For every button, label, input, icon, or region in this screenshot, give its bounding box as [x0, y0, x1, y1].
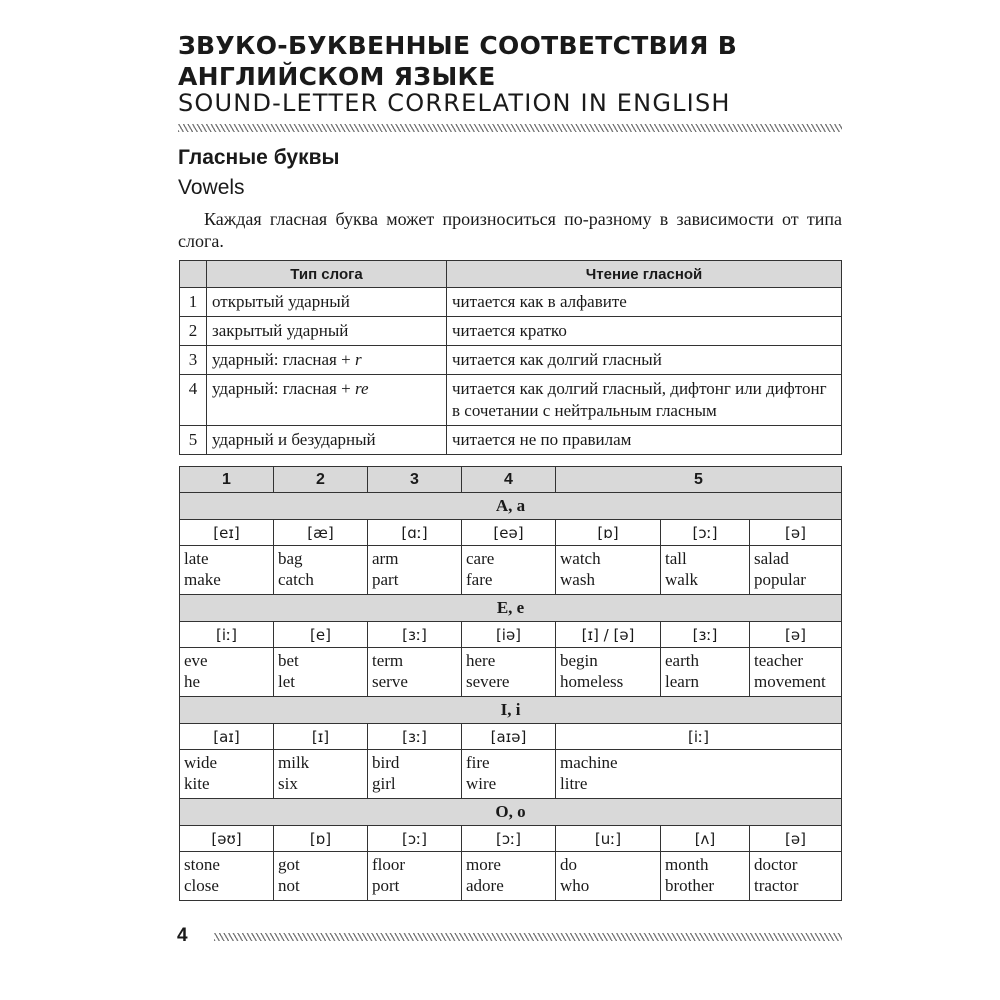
section-subtitle: Vowels — [178, 176, 245, 199]
example-cell — [462, 546, 556, 595]
example-word: here — [466, 651, 496, 670]
syllable-row — [180, 346, 842, 375]
example-cell — [274, 750, 368, 799]
example-word: stone — [184, 855, 220, 874]
syllable-type-table — [179, 260, 842, 455]
letter-row — [180, 697, 842, 724]
header-cell-num — [180, 261, 207, 288]
example-word: month — [665, 855, 709, 874]
transcription-cell: [eɪ] — [180, 520, 274, 546]
example-cell — [462, 852, 556, 901]
syllable-row — [180, 317, 842, 346]
transcription-cell: [ʌ] — [661, 826, 750, 852]
example-cell — [661, 546, 750, 595]
letter-row — [180, 493, 842, 520]
vowel-reading: читается как долгий гласный, дифтонг или дифтонг в сочетании с нейтральным гласным — [447, 375, 842, 426]
transcription-cell: [aɪə] — [462, 724, 556, 750]
sound-row — [180, 826, 842, 852]
transcription-cell: [ə] — [750, 826, 842, 852]
transcription-cell: [ɜː] — [661, 622, 750, 648]
example-word: term — [372, 651, 404, 670]
sound-row — [180, 622, 842, 648]
syllable-type-suffix: r — [354, 350, 362, 369]
column-header-2: 2 — [274, 467, 368, 493]
example-word: watch — [560, 549, 601, 568]
example-word: salad — [754, 549, 789, 568]
example-cell — [661, 648, 750, 697]
transcription-cell: [aɪ] — [180, 724, 274, 750]
sound-row — [180, 520, 842, 546]
example-word: part — [372, 570, 399, 589]
example-cell — [556, 648, 661, 697]
syllable-type-cell — [207, 375, 447, 426]
example-word: not — [278, 876, 300, 895]
row-number: 1 — [180, 288, 207, 317]
example-cell — [462, 648, 556, 697]
transcription-cell: [ə] — [750, 622, 842, 648]
example-word: learn — [665, 672, 699, 691]
vowel-reading: читается как долгий гласный — [447, 346, 842, 375]
example-word: machine — [560, 753, 618, 772]
syllable-type: ударный: гласная + — [212, 379, 355, 398]
syllable-type-cell — [207, 346, 447, 375]
transcription-cell: [ɒ] — [556, 520, 661, 546]
example-word: six — [278, 774, 298, 793]
syllable-type: открытый ударный — [212, 292, 350, 311]
row-number: 5 — [180, 426, 207, 455]
example-word: walk — [665, 570, 699, 589]
transcription-cell: [ə] — [750, 520, 842, 546]
example-word: wide — [184, 753, 218, 772]
example-cell — [274, 852, 368, 901]
syllable-type-cell — [207, 426, 447, 455]
header-cell-reading: Чтение гласной — [447, 261, 842, 288]
example-word: girl — [372, 774, 396, 793]
example-word: homeless — [560, 672, 624, 691]
vowel-reading: читается не по правилам — [447, 426, 842, 455]
transcription-cell: [ɪ] / [ə] — [556, 622, 661, 648]
example-cell — [274, 648, 368, 697]
footer-divider — [214, 933, 842, 941]
vowel-reading: читается кратко — [447, 317, 842, 346]
example-word: catch — [278, 570, 314, 589]
syllable-row — [180, 375, 842, 426]
example-word: wash — [560, 570, 595, 589]
example-word: brother — [665, 876, 715, 895]
example-word: earth — [665, 651, 699, 670]
row-number: 4 — [180, 375, 207, 426]
column-header-3: 3 — [368, 467, 462, 493]
example-word: kite — [184, 774, 210, 793]
page-title-ru: ЗВУКО-БУКВЕННЫЕ СООТВЕТСТВИЯ В АНГЛИЙСКОМ ЯЗЫКЕ — [178, 31, 738, 91]
syllable-type-cell — [207, 317, 447, 346]
example-word: litre — [560, 774, 588, 793]
example-cell — [556, 546, 661, 595]
row-number: 3 — [180, 346, 207, 375]
example-word: wire — [466, 774, 497, 793]
example-word: close — [184, 876, 219, 895]
example-word: bird — [372, 753, 400, 772]
example-word: milk — [278, 753, 310, 772]
example-word: serve — [372, 672, 408, 691]
example-word: begin — [560, 651, 598, 670]
transcription-cell: [ɔː] — [368, 826, 462, 852]
example-cell — [368, 648, 462, 697]
example-word: floor — [372, 855, 406, 874]
syllable-type-suffix: re — [354, 379, 369, 398]
letter-heading: O, o — [180, 799, 842, 826]
transcription-cell: [ɜː] — [368, 622, 462, 648]
transcription-cell: [æ] — [274, 520, 368, 546]
example-word: do — [560, 855, 577, 874]
column-header-1: 1 — [180, 467, 274, 493]
example-word: bag — [278, 549, 303, 568]
transcription-cell: [ɑː] — [368, 520, 462, 546]
example-word: severe — [466, 672, 510, 691]
row-number: 2 — [180, 317, 207, 346]
example-word: teacher — [754, 651, 804, 670]
example-word: care — [466, 549, 495, 568]
example-word: popular — [754, 570, 806, 589]
example-cell — [368, 750, 462, 799]
example-cell — [274, 546, 368, 595]
transcription-cell: [ɔː] — [661, 520, 750, 546]
example-word: doctor — [754, 855, 798, 874]
example-cell — [750, 852, 842, 901]
header-cell-type: Тип слога — [207, 261, 447, 288]
example-row — [180, 546, 842, 595]
sound-row — [180, 724, 842, 750]
example-word: let — [278, 672, 295, 691]
transcription-cell: [ɜː] — [368, 724, 462, 750]
example-word: who — [560, 876, 590, 895]
example-row — [180, 750, 842, 799]
example-word: fire — [466, 753, 490, 772]
example-word: bet — [278, 651, 299, 670]
syllable-type: ударный: гласная + — [212, 350, 355, 369]
column-header-4: 4 — [462, 467, 556, 493]
syllable-type: закрытый ударный — [212, 321, 349, 340]
example-cell — [180, 546, 274, 595]
transcription-cell: [ɪ] — [274, 724, 368, 750]
letter-heading: A, a — [180, 493, 842, 520]
column-header-5: 5 — [556, 467, 842, 493]
letter-heading: I, i — [180, 697, 842, 724]
example-word: port — [372, 876, 400, 895]
example-word: eve — [184, 651, 208, 670]
example-word: movement — [754, 672, 826, 691]
example-word: tractor — [754, 876, 799, 895]
example-cell — [661, 852, 750, 901]
example-row — [180, 648, 842, 697]
example-cell — [180, 750, 274, 799]
sound-letter-table — [179, 466, 842, 901]
transcription-cell: [əʊ] — [180, 826, 274, 852]
example-cell — [462, 750, 556, 799]
example-word: adore — [466, 876, 504, 895]
example-cell — [180, 648, 274, 697]
syllable-row — [180, 426, 842, 455]
transcription-cell: [eə] — [462, 520, 556, 546]
example-cell — [750, 546, 842, 595]
example-cell — [750, 648, 842, 697]
syllable-table-header — [180, 261, 842, 288]
page-number: 4 — [177, 925, 188, 946]
example-word: make — [184, 570, 221, 589]
section-title: Гласные буквы — [178, 146, 340, 169]
syllable-type: ударный и безударный — [212, 430, 376, 449]
intro-paragraph: Каждая гласная буква может произноситься по-разному в зависимости от типа слога. — [178, 209, 842, 251]
transcription-cell: [iə] — [462, 622, 556, 648]
sound-table-header — [180, 467, 842, 493]
example-word: got — [278, 855, 300, 874]
vowel-reading: читается как в алфавите — [447, 288, 842, 317]
transcription-cell: [uː] — [556, 826, 661, 852]
letter-heading: E, e — [180, 595, 842, 622]
transcription-cell: [ɒ] — [274, 826, 368, 852]
example-cell — [180, 852, 274, 901]
page-title — [178, 30, 858, 92]
example-word: arm — [372, 549, 399, 568]
letter-row — [180, 595, 842, 622]
transcription-cell: [e] — [274, 622, 368, 648]
transcription-cell: [iː] — [556, 724, 842, 750]
example-row — [180, 852, 842, 901]
example-cell — [368, 546, 462, 595]
example-cell — [556, 852, 661, 901]
transcription-cell: [iː] — [180, 622, 274, 648]
letter-row — [180, 799, 842, 826]
example-word: tall — [665, 549, 687, 568]
transcription-cell: [ɔː] — [462, 826, 556, 852]
example-word: he — [184, 672, 201, 691]
example-word: more — [466, 855, 501, 874]
syllable-type-cell — [207, 288, 447, 317]
example-cell — [556, 750, 842, 799]
example-cell — [368, 852, 462, 901]
example-word: late — [184, 549, 209, 568]
example-word: fare — [466, 570, 493, 589]
page-subtitle: SOUND-LETTER CORRELATION IN ENGLISH — [178, 89, 731, 117]
header-divider — [178, 124, 842, 132]
syllable-row — [180, 288, 842, 317]
